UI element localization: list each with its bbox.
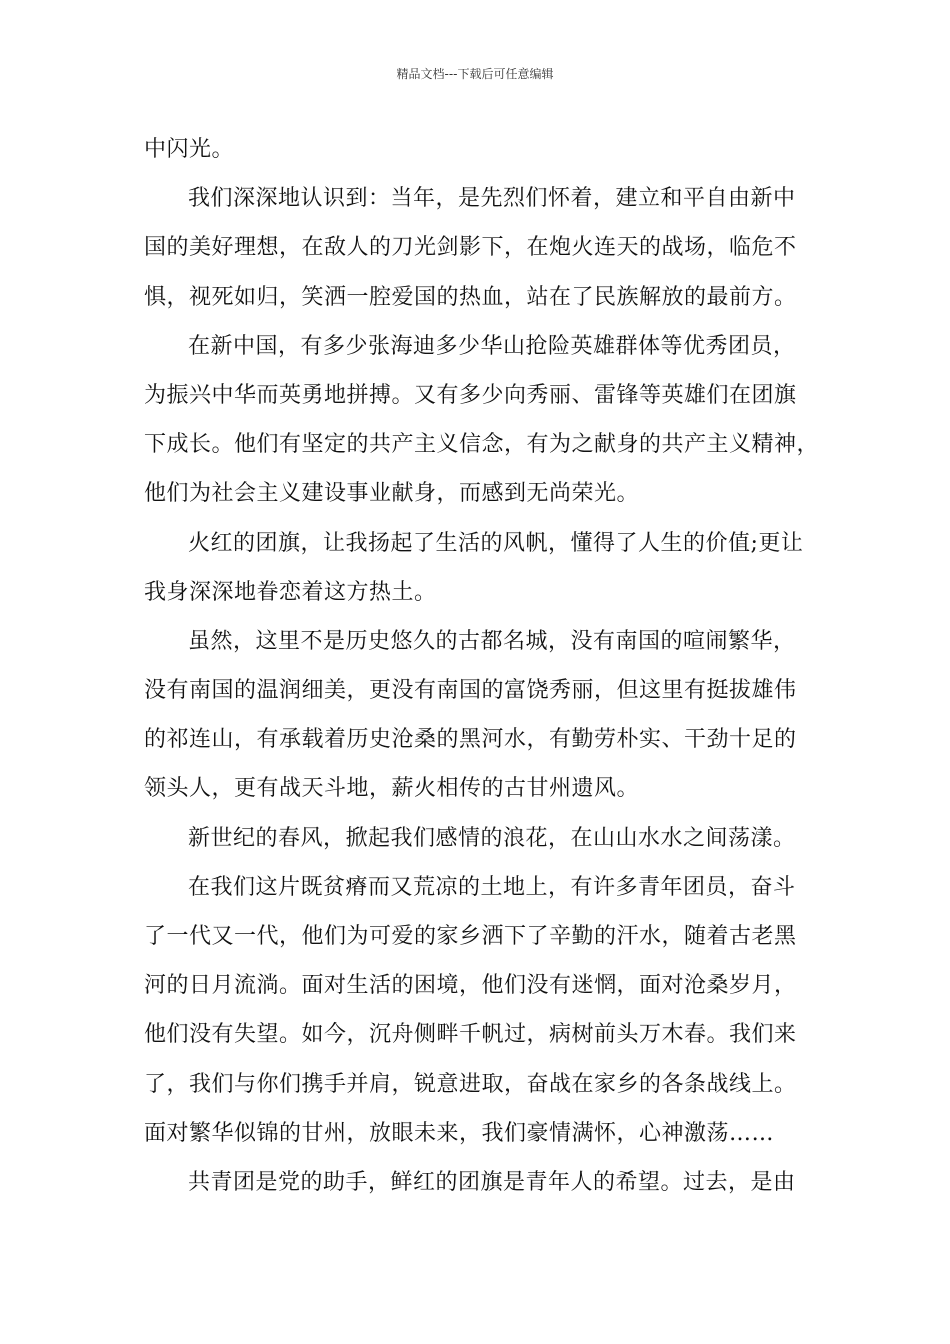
- text-line: 共青团是党的助手，鲜红的团旗是青年人的希望。过去，是由: [188, 1169, 796, 1195]
- text-line: 河的日月流淌。面对生活的困境，他们没有迷惘，面对沧桑岁月，: [144, 973, 797, 999]
- text-line: 我身深深地眷恋着这方热土。: [144, 579, 437, 605]
- text-line: 惧，视死如归，笑洒一腔爱国的热血，站在了民族解放的最前方。: [144, 284, 797, 310]
- text-line: 的祁连山，有承载着历史沧桑的黑河水，有勤劳朴实、干劲十足的: [144, 727, 797, 753]
- text-line: 为振兴中华而英勇地拼搏。又有多少向秀丽、雷锋等英雄们在团旗: [144, 382, 797, 408]
- text-line: 新世纪的春风，掀起我们感情的浪花，在山山水水之间荡漾。: [188, 825, 796, 851]
- document-body: [144, 125, 820, 1207]
- text-line: 他们没有失望。如今，沉舟侧畔千帆过，病树前头万木春。我们来: [144, 1022, 797, 1048]
- text-line: 国的美好理想，在敌人的刀光剑影下，在炮火连天的战场，临危不: [144, 235, 797, 261]
- page-header: 精品文档---下载后可任意编辑: [396, 67, 554, 81]
- text-line: 他们为社会主义建设事业献身，而感到无尚荣光。: [144, 481, 640, 507]
- text-line: 在我们这片既贫瘠而又荒凉的土地上，有许多青年团员，奋斗: [188, 874, 796, 900]
- text-line: 面对繁华似锦的甘州，放眼未来，我们豪情满怀，心神激荡……: [144, 1120, 775, 1146]
- text-line: 了一代又一代，他们为可爱的家乡洒下了辛勤的汗水，随着古老黑: [144, 924, 797, 949]
- text-line: 下成长。他们有坚定的共产主义信念，有为之献身的共产主义精神，: [144, 432, 820, 458]
- text-line: 火红的团旗，让我扬起了生活的风帆，懂得了人生的价值;更让: [188, 530, 804, 556]
- text-line: 我们深深地认识到：当年，是先烈们怀着，建立和平自由新中: [188, 186, 796, 212]
- text-line: 中闪光。: [144, 137, 235, 162]
- text-line: 了，我们与你们携手并肩，锐意进取，奋战在家乡的各条战线上。: [144, 1071, 797, 1097]
- text-line: 在新中国，有多少张海迪多少华山抢险英雄群体等优秀团员，: [188, 333, 796, 359]
- text-line: 没有南国的温润细美，更没有南国的富饶秀丽，但这里有挺拔雄伟: [144, 678, 797, 704]
- text-line: 领头人，更有战天斗地，薪火相传的古甘州遗风。: [144, 776, 640, 802]
- text-line: 虽然，这里不是历史悠久的古都名城，没有南国的喧闹繁华，: [188, 628, 796, 654]
